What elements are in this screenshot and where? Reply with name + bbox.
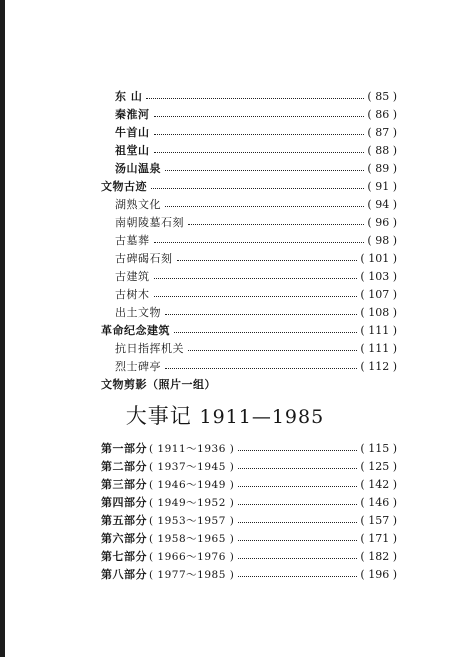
dot-leader [165,313,357,315]
toc-label: 秦淮河 [115,108,150,121]
toc-label: 古建筑 [115,270,150,283]
dot-leader [177,259,358,261]
dot-leader [238,575,357,577]
toc-page-number: ( 111 ) [360,323,397,337]
part-page-number: ( 142 ) [360,477,397,491]
part-entry-1[interactable] [0,440,450,456]
part-entry-3[interactable] [0,476,450,492]
part-entry-5[interactable] [0,512,450,528]
toc-label: 出土文物 [115,306,161,319]
part-label: 第二部分 [101,460,147,473]
part-year-range: ( 1946～1949 ) [149,478,235,491]
toc-entry-zutang[interactable] [0,142,450,158]
dot-leader [154,133,365,135]
toc-entry-kangri[interactable] [0,340,450,356]
dot-leader [238,485,357,487]
dot-leader [154,115,365,117]
part-year-range: ( 1953～1957 ) [149,514,235,527]
dot-leader [154,295,358,297]
toc-label: 南朝陵墓石刻 [115,216,184,229]
part-entry-6[interactable] [0,530,450,546]
part-label: 第五部分 [101,514,147,527]
toc-entry-hushu[interactable] [0,196,450,212]
part-page-number: ( 182 ) [360,549,397,563]
toc-label: 湖熟文化 [115,198,161,211]
part-label: 第四部分 [101,496,147,509]
toc-label: 文物剪影（照片一组） [101,378,216,391]
part-entry-8[interactable] [0,566,450,582]
dot-leader [165,169,364,171]
dot-leader [238,539,357,541]
part-year-range: ( 1966～1976 ) [149,550,235,563]
toc-page-number: ( 98 ) [367,233,397,247]
part-page-number: ( 171 ) [360,531,397,545]
toc-page-number: ( 91 ) [367,179,397,193]
part-page-number: ( 196 ) [360,567,397,581]
toc-page-number: ( 86 ) [367,107,397,121]
part-entry-4[interactable] [0,494,450,510]
dot-leader [151,187,364,189]
toc-page-number: ( 107 ) [360,287,397,301]
toc-label: 古树木 [115,288,150,301]
toc-entry-gumuzang[interactable] [0,232,450,248]
part-entry-2[interactable] [0,458,450,474]
part-year-range: ( 1911～1936 ) [149,442,235,455]
toc-entry-tangshan[interactable] [0,160,450,176]
part-label: 第六部分 [101,532,147,545]
toc-label: 祖堂山 [115,144,150,157]
dot-leader [188,349,357,351]
part-label: 第七部分 [101,550,147,563]
toc-page-number: ( 108 ) [360,305,397,319]
toc-page-number: ( 112 ) [360,359,397,373]
toc-label: 古墓葬 [115,234,150,247]
toc-label: 抗日指挥机关 [115,342,184,355]
dot-leader [154,241,365,243]
toc-page-number: ( 85 ) [367,89,397,103]
toc-page-number: ( 96 ) [367,215,397,229]
toc-page-number: ( 88 ) [367,143,397,157]
toc-entry-gujianzhu[interactable] [0,268,450,284]
toc-entry-gushumu[interactable] [0,286,450,302]
toc-page-number: ( 89 ) [367,161,397,175]
toc-entry-geming[interactable] [0,322,450,338]
part-year-range: ( 1937～1945 ) [149,460,235,473]
toc-entry-lieshi[interactable] [0,358,450,374]
dot-leader [146,97,364,99]
toc-label: 东 山 [115,90,143,103]
part-page-number: ( 146 ) [360,495,397,509]
toc-entry-wenwu[interactable] [0,178,450,194]
dot-leader [238,467,357,469]
toc-page-number: ( 103 ) [360,269,397,283]
toc-page-number: ( 111 ) [360,341,397,355]
dot-leader [165,367,357,369]
toc-label: 文物古迹 [101,180,147,193]
chronicle-title [0,400,450,430]
toc-label: 古碑碣石刻 [115,252,173,265]
toc-label: 汤山温泉 [115,162,161,175]
dot-leader [154,151,365,153]
toc-label: 烈士碑亭 [115,360,161,373]
toc-entry-gubei[interactable] [0,250,450,266]
part-year-range: ( 1958～1965 ) [149,532,235,545]
toc-entry-chutu[interactable] [0,304,450,320]
toc-page-number: ( 101 ) [360,251,397,265]
toc-entry-niushou[interactable] [0,124,450,140]
part-label: 第八部分 [101,568,147,581]
dot-leader [188,223,364,225]
part-year-range: ( 1977～1985 ) [149,568,235,581]
dot-leader [238,503,357,505]
toc-entry-nanchao[interactable] [0,214,450,230]
dot-leader [154,277,358,279]
part-year-range: ( 1949～1952 ) [149,496,235,509]
toc-entry-dongshan[interactable] [0,88,450,104]
toc-label: 革命纪念建筑 [101,324,170,337]
dot-leader [174,331,357,333]
dot-leader [238,557,357,559]
toc-page-number: ( 87 ) [367,125,397,139]
part-page-number: ( 125 ) [360,459,397,473]
part-label: 第一部分 [101,442,147,455]
chronicle-title-main: 大事记 [125,404,192,428]
part-page-number: ( 157 ) [360,513,397,527]
toc-page-number: ( 94 ) [367,197,397,211]
toc-entry-jianying[interactable] [0,376,450,392]
dot-leader [238,449,357,451]
dot-leader [165,205,364,207]
part-entry-7[interactable] [0,548,450,564]
part-label: 第三部分 [101,478,147,491]
dot-leader [238,521,357,523]
chronicle-title-years: 1911—1985 [199,406,325,428]
toc-label: 牛首山 [115,126,150,139]
part-page-number: ( 115 ) [360,441,397,455]
toc-entry-qinhuai[interactable] [0,106,450,122]
